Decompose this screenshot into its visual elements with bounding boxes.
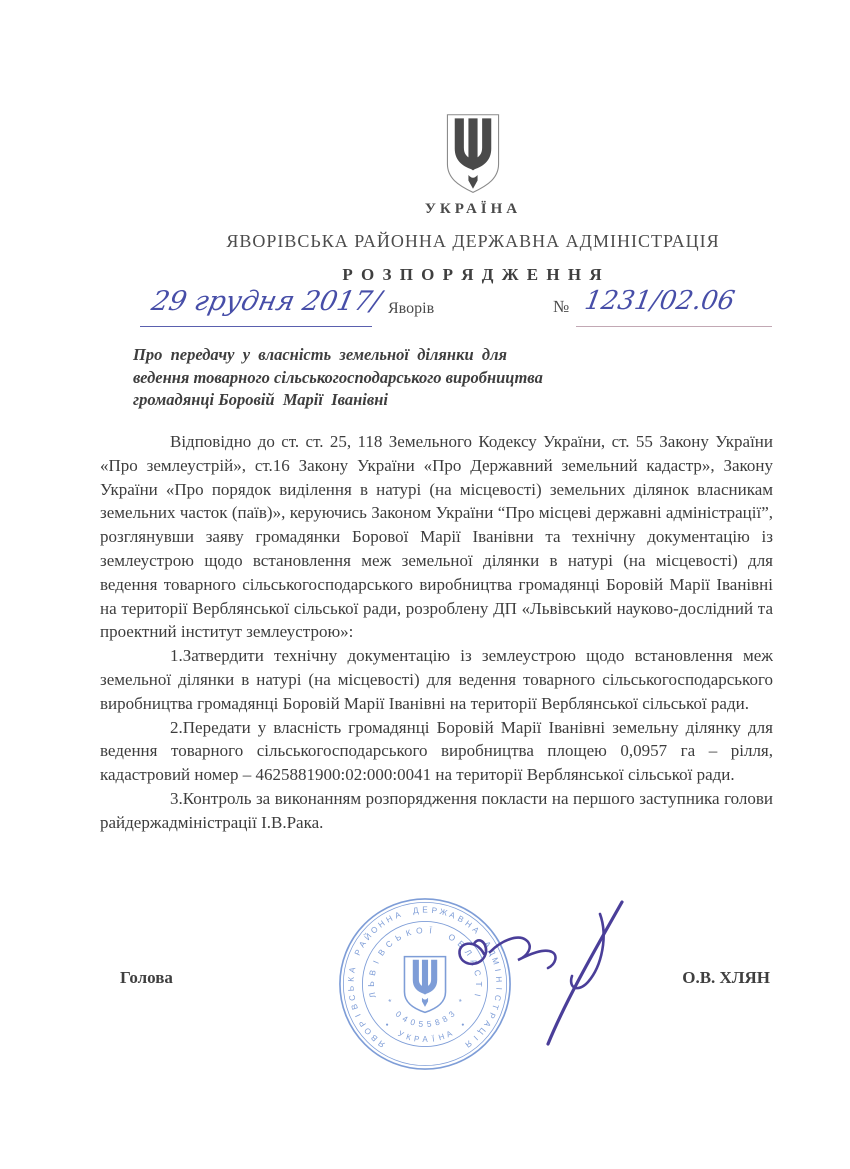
date-underline <box>140 326 372 327</box>
stamp-ring-char: Т <box>473 981 484 987</box>
body-text <box>100 430 773 835</box>
stamp-ring-char: В <box>456 913 466 925</box>
stamp-ring-char: Р <box>352 948 364 957</box>
body-paragraph: Відповідно до ст. ст. 25, 118 Земельного Кодексу України, ст. 55 Закону України «Про землеустрій», ст.16 Закону України «Про Державний земельний кадастр», Закону України «Про порядок виділення в натурі (на місцевості) земельних ділянок власникам земельних часток (паїв)», керуючись Законом України “Про місцеві державні адміністрації”, розглянувши заяву громадянки Борової Марії Іванівни та технічну документацію із землеустрою щодо встановлення меж земельної ділянки в натурі (на місцевості) для ведення товарного сільськогосподарського виробництва громадянці Боровій Марії Іванівні на території Верблянської сільської ради, розроблену ДП «Львівський науково-дослідний та проектний інститут землеустрою»: <box>100 432 773 642</box>
stamp-ring-char: 0 <box>409 1016 417 1028</box>
stamp-ring-char: І <box>471 1033 480 1042</box>
stamp-ring-char: Ь <box>346 985 356 992</box>
stamp-ring-char: І <box>370 958 381 966</box>
handwritten-number: 1231/02.06 <box>582 286 738 316</box>
stamp-ring-char: Е <box>422 905 428 915</box>
stamp-ring-char: В <box>369 1032 380 1044</box>
stamp-ring-char: Л <box>462 947 475 958</box>
stamp-ring-char: Н <box>437 1032 446 1043</box>
coat-of-arms-icon <box>443 112 503 196</box>
stamp-ring-char: Т <box>490 1003 501 1011</box>
stamp-ring-char: А <box>447 910 457 921</box>
subject-block <box>133 344 658 412</box>
stamp-ring-char: І <box>492 968 503 973</box>
stamp-ring-char: • <box>458 1020 468 1029</box>
stamp-ring-char: 0 <box>393 1008 404 1020</box>
country-label: УКРАЇНА <box>424 201 522 217</box>
stamp-ring-char: Н <box>376 918 387 930</box>
stamp-ring-char: Я <box>376 1038 387 1050</box>
handwritten-date: 29 грудня 2017/ <box>148 286 384 317</box>
stamp-ring-char: Р <box>357 1018 368 1029</box>
stamp-ring-char: В <box>375 947 388 958</box>
stamp-ring-char: А <box>482 939 493 950</box>
stamp-ring-char: К <box>404 927 413 939</box>
body-paragraph: 3.Контроль за виконанням розпорядження покласти на першого заступника голови райдержадміністрації І.В.Рака. <box>100 788 773 832</box>
handwritten-signature <box>447 896 650 1056</box>
stamp-ring-char: М <box>489 956 501 966</box>
document-type-title: Р О З П О Р Я Д Ж Е Н Н Я <box>342 265 604 284</box>
stamp-ring-char: Ь <box>393 931 403 944</box>
stamp-ring-char: Й <box>362 931 374 943</box>
stamp-ring-char: І <box>472 993 483 998</box>
subject-line: Про передачу у власність земельної ділянки для <box>133 345 508 364</box>
stamp-ring-char: Р <box>430 905 438 916</box>
stamp-ring-char: К <box>346 976 356 983</box>
subject-line: громадянці Боровій Марії Іванівні <box>133 390 389 409</box>
stamp-ring-char: А <box>393 910 403 921</box>
stamp-ring-char: * <box>456 997 467 1005</box>
stamp-ring-char: С <box>492 994 503 1002</box>
authority-name: ЯВОРІВСЬКА РАЙОННА ДЕРЖАВНА АДМІНІСТРАЦІЯ <box>226 231 720 251</box>
stamp-ring-char: Ц <box>476 1025 488 1037</box>
stamp-ring-char: Ж <box>438 907 449 918</box>
stamp-ring-char: В <box>349 1002 360 1011</box>
stamp-ring-char: Л <box>366 991 378 999</box>
number-underline <box>576 326 772 327</box>
stamp-ring-char: С <box>347 994 358 1002</box>
stamp-ring-char: С <box>383 938 395 950</box>
stamp-ring-char: І <box>353 1012 363 1019</box>
stamp-ring-char: 5 <box>418 1018 424 1030</box>
stamp-ring-char: Н <box>494 976 504 983</box>
stamp-ring-char: Д <box>486 948 498 957</box>
stamp-ring-char: А <box>444 1028 454 1040</box>
body-paragraph: 2.Передати у власність громадянці Боровій Марії Іванівні земельну ділянку для ведення товарного сільськогосподарського виробництва площею 0,0957 га – рілля, кадастровий номер – 4625881900:02:000:0041 на території Верблянської сільської ради. <box>100 717 773 785</box>
stamp-ring-char: * <box>383 997 394 1005</box>
stamp-ring-char: А <box>482 1018 493 1029</box>
signer-name: О.В. ХЛЯН <box>682 968 770 987</box>
stamp-ring-char: Я <box>463 1038 474 1050</box>
stamp-ring-char: Р <box>486 1011 498 1020</box>
stamp-ring-char: Б <box>455 938 467 950</box>
subject-line: ведення товарного сільськогосподарського виробництва <box>133 367 543 387</box>
stamp-ring-char: Ї <box>431 1034 436 1044</box>
stamp-ring-char: А <box>468 957 480 967</box>
stamp-ring-char: У <box>396 1028 406 1040</box>
stamp-ring-char: 8 <box>433 1016 441 1028</box>
stamp-ring-char: А <box>422 1035 428 1045</box>
stamp-ring-char: 3 <box>446 1008 457 1020</box>
document-header <box>96 112 850 285</box>
stamp-ring-char: Н <box>384 913 395 925</box>
stamp-ring-char: 5 <box>426 1018 432 1030</box>
stamp-ring-char: І <box>494 987 504 991</box>
signer-title: Голова <box>120 968 173 987</box>
stamp-ring-char: А <box>347 966 358 974</box>
stamp-ring-char: О <box>369 924 380 936</box>
stamp-ring-char: Ь <box>366 981 377 987</box>
stamp-ring-char: О <box>446 931 458 944</box>
number-sign: № <box>553 297 570 316</box>
body-paragraph: 1.Затвердити технічну документацію із землеустрою щодо встановлення меж земельної ділянки в натурі (на місцевості) для ведення товарного сільськогосподарського виробництва громадянці Боровій Марії Іванівні на території Верблянської сільської ради. <box>100 646 773 713</box>
stamp-ring-char: • <box>382 1020 392 1029</box>
stamp-ring-char: К <box>404 1032 413 1043</box>
stamp-ring-char: А <box>470 924 481 936</box>
stamp-ring-char: Ї <box>428 925 433 936</box>
stamp-ring-char: А <box>357 939 368 950</box>
stamp-ring-char: О <box>362 1025 374 1037</box>
stamp-ring-char: В <box>366 969 378 977</box>
stamp-ring-char: Н <box>463 918 474 930</box>
stamp-ring-char: 4 <box>400 1013 410 1025</box>
stamp-ring-char: С <box>472 968 484 977</box>
stamp-ring-char: 8 <box>440 1013 450 1025</box>
stamp-ring-char: О <box>415 925 424 936</box>
place-label: Яворів <box>388 300 435 317</box>
stamp-ring-char: Д <box>412 905 420 916</box>
stamp-trident-icon <box>413 960 437 1007</box>
stamp-ring-char: Р <box>413 1034 420 1044</box>
